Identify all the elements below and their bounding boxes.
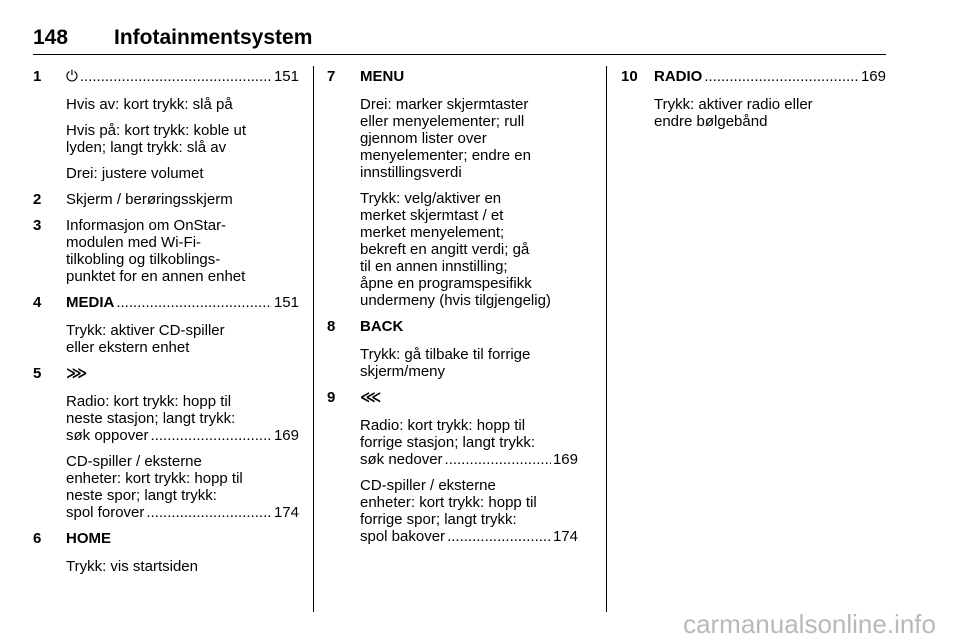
menu-label: MENU bbox=[360, 68, 405, 85]
entry-desc: åpne en programspesifikk bbox=[360, 275, 532, 292]
entry-desc: Trykk: vis startsiden bbox=[66, 558, 198, 575]
entry-number: 8 bbox=[327, 318, 336, 335]
entry-number: 1 bbox=[33, 68, 42, 85]
entry-desc: søk oppover bbox=[66, 427, 149, 444]
entry-desc: Trykk: aktiver CD-spiller bbox=[66, 322, 225, 339]
entry-text: Informasjon om OnStar- bbox=[66, 217, 227, 234]
entry-desc: Trykk: gå tilbake til forrige bbox=[360, 346, 531, 363]
entry-2 bbox=[33, 191, 299, 208]
media-label: MEDIA bbox=[66, 294, 115, 311]
back-label: BACK bbox=[360, 318, 404, 335]
entry-desc: Hvis på: kort trykk: koble ut bbox=[66, 122, 247, 139]
entry-desc: enheter: kort trykk: hopp til bbox=[66, 470, 243, 487]
entry-desc: CD-spiller / eksterne bbox=[360, 477, 496, 494]
entry-9 bbox=[327, 389, 578, 545]
power-icon: ⏻ bbox=[66, 68, 78, 85]
entry-number: 3 bbox=[33, 217, 42, 234]
page-ref[interactable]: 169 bbox=[860, 68, 886, 85]
column-divider bbox=[313, 66, 314, 612]
entry-3 bbox=[33, 217, 299, 285]
page-header bbox=[33, 26, 886, 55]
entry-desc: Drei: marker skjermtaster bbox=[360, 96, 529, 113]
entry-desc: forrige stasjon; langt trykk: bbox=[360, 434, 536, 451]
entry-number: 10 bbox=[621, 68, 638, 85]
entry-desc: til en annen innstilling; bbox=[360, 258, 508, 275]
entry-4 bbox=[33, 294, 299, 356]
entry-desc: neste stasjon; langt trykk: bbox=[66, 410, 236, 427]
entry-number: 4 bbox=[33, 294, 42, 311]
page-ref[interactable]: 151 bbox=[273, 68, 299, 85]
page-ref[interactable]: 174 bbox=[552, 528, 578, 545]
entry-desc: søk nedover bbox=[360, 451, 443, 468]
entry-7 bbox=[327, 68, 578, 309]
entry-desc: spol forover bbox=[66, 504, 145, 521]
entry-desc: spol bakover bbox=[360, 528, 446, 545]
entry-6 bbox=[33, 530, 299, 575]
entry-number: 9 bbox=[327, 389, 336, 406]
entry-desc: CD-spiller / eksterne bbox=[66, 453, 202, 470]
seek-forward-icon: ⋙ bbox=[66, 365, 88, 382]
entry-desc: undermeny (hvis tilgjengelig) bbox=[360, 292, 551, 309]
entry-desc: lyden; langt trykk: slå av bbox=[66, 139, 227, 156]
entry-desc: forrige spor; langt trykk: bbox=[360, 511, 517, 528]
page-ref[interactable]: 151 bbox=[273, 294, 299, 311]
entry-desc: merket menyelement; bbox=[360, 224, 505, 241]
entry-desc: innstillingsverdi bbox=[360, 164, 462, 181]
entry-number: 2 bbox=[33, 191, 42, 208]
entry-text: modulen med Wi-Fi- bbox=[66, 234, 202, 251]
column-2 bbox=[327, 68, 578, 545]
column-divider bbox=[606, 66, 607, 612]
entry-desc: Drei: justere volumet bbox=[66, 165, 204, 182]
entry-desc: bekreft en angitt verdi; gå bbox=[360, 241, 530, 258]
column-1 bbox=[33, 68, 299, 575]
entry-desc: Trykk: aktiver radio eller bbox=[654, 96, 813, 113]
entry-desc: Hvis av: kort trykk: slå på bbox=[66, 96, 233, 113]
home-label: HOME bbox=[66, 530, 111, 547]
entry-desc: eller ekstern enhet bbox=[66, 339, 190, 356]
page-ref[interactable]: 174 bbox=[273, 504, 299, 521]
seek-back-icon: ⋘ bbox=[360, 389, 382, 406]
entry-1 bbox=[33, 68, 299, 182]
entry-text: punktet for en annen enhet bbox=[66, 268, 246, 285]
entry-number: 7 bbox=[327, 68, 336, 85]
column-3 bbox=[621, 68, 886, 130]
page-number: 148 bbox=[33, 26, 69, 49]
entry-desc: merket skjermtast / et bbox=[360, 207, 504, 224]
entry-desc: gjennom lister over bbox=[360, 130, 487, 147]
page-title: Infotainmentsystem bbox=[114, 26, 313, 49]
entry-text: tilkobling og tilkoblings- bbox=[66, 251, 221, 268]
entry-desc: Trykk: velg/aktiver en bbox=[360, 190, 502, 207]
entry-desc: neste spor; langt trykk: bbox=[66, 487, 217, 504]
entry-text: Skjerm / berøringsskjerm bbox=[66, 191, 233, 208]
entry-desc: Radio: kort trykk: hopp til bbox=[360, 417, 526, 434]
entry-desc: skjerm/meny bbox=[360, 363, 446, 380]
watermark: carmanualsonline.info bbox=[683, 609, 936, 639]
entry-desc: menyelementer; endre en bbox=[360, 147, 531, 164]
entry-desc: eller menyelementer; rull bbox=[360, 113, 525, 130]
entry-5 bbox=[33, 365, 299, 521]
radio-label: RADIO bbox=[654, 68, 703, 85]
entry-desc: endre bølgebånd bbox=[654, 113, 768, 130]
entry-10 bbox=[621, 68, 886, 130]
page-ref[interactable]: 169 bbox=[273, 427, 299, 444]
entry-desc: Radio: kort trykk: hopp til bbox=[66, 393, 232, 410]
entry-number: 5 bbox=[33, 365, 42, 382]
entry-8 bbox=[327, 318, 578, 380]
entry-number: 6 bbox=[33, 530, 42, 547]
page-ref[interactable]: 169 bbox=[552, 451, 578, 468]
entry-desc: enheter: kort trykk: hopp til bbox=[360, 494, 537, 511]
